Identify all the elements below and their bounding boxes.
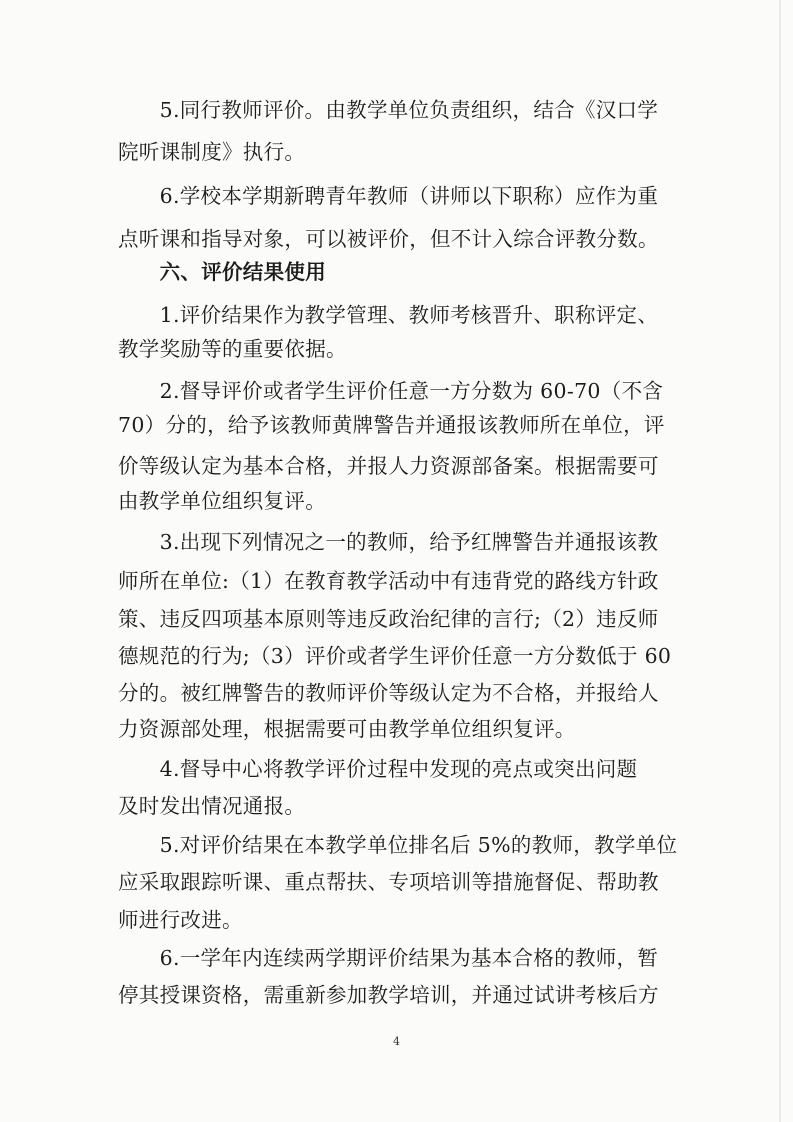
page-number: 4 xyxy=(393,1035,400,1048)
text-line: 5.对评价结果在本教学单位排名后 5%的教师，教学单位 xyxy=(118,833,678,857)
text-line: 停其授课资格，需重新参加教学培训，并通过试讲考核后方 xyxy=(118,983,659,1007)
text-line: 5.同行教师评价。由教学单位负责组织，结合《汉口学 xyxy=(118,98,659,122)
text-line: 师进行改进。 xyxy=(118,908,243,932)
text-line: 及时发出情况通报。 xyxy=(118,794,306,818)
text-line: 4.督导中心将教学评价过程中发现的亮点或突出问题 xyxy=(118,757,638,781)
text-line: 由教学单位组织复评。 xyxy=(118,489,326,513)
text-line: 2.督导评价或者学生评价任意一方分数为 60-70（不含 xyxy=(118,379,664,403)
text-line: 6.学校本学期新聘青年教师（讲师以下职称）应作为重 xyxy=(118,184,659,208)
text-line: 教学奖励等的重要依据。 xyxy=(118,337,347,361)
text-line: 德规范的行为;（3）评价或者学生评价任意一方分数低于 60 xyxy=(118,644,672,668)
text-line: 分的。被红牌警告的教师评价等级认定为不合格，并报给人 xyxy=(118,681,659,705)
text-line: 3.出现下列情况之一的教师，给予红牌警告并通报该教 xyxy=(118,530,659,554)
text-line: 师所在单位:（1）在教育教学活动中有违背党的路线方针政 xyxy=(118,569,659,593)
text-line: 1.评价结果作为教学管理、教师考核晋升、职称评定、 xyxy=(118,303,659,327)
text-line: 价等级认定为基本合格，并报人力资源部备案。根据需要可 xyxy=(118,454,659,478)
text-line: 院听课制度》执行。 xyxy=(118,140,306,164)
text-line: 应采取跟踪听课、重点帮扶、专项培训等措施督促、帮助教 xyxy=(118,870,659,894)
text-line: 6.一学年内连续两学期评价结果为基本合格的教师，暂 xyxy=(118,946,659,970)
text-line: 点听课和指导对象，可以被评价，但不计入综合评教分数。 xyxy=(118,227,659,251)
section-heading: 六、评价结果使用 xyxy=(118,260,326,284)
text-line: 70）分的，给予该教师黄牌警告并通报该教师所在单位，评 xyxy=(118,413,665,437)
text-line: 力资源部处理，根据需要可由教学单位组织复评。 xyxy=(118,717,576,741)
text-line: 策、违反四项基本原则等违反政治纪律的言行;（2）违反师 xyxy=(118,607,659,631)
